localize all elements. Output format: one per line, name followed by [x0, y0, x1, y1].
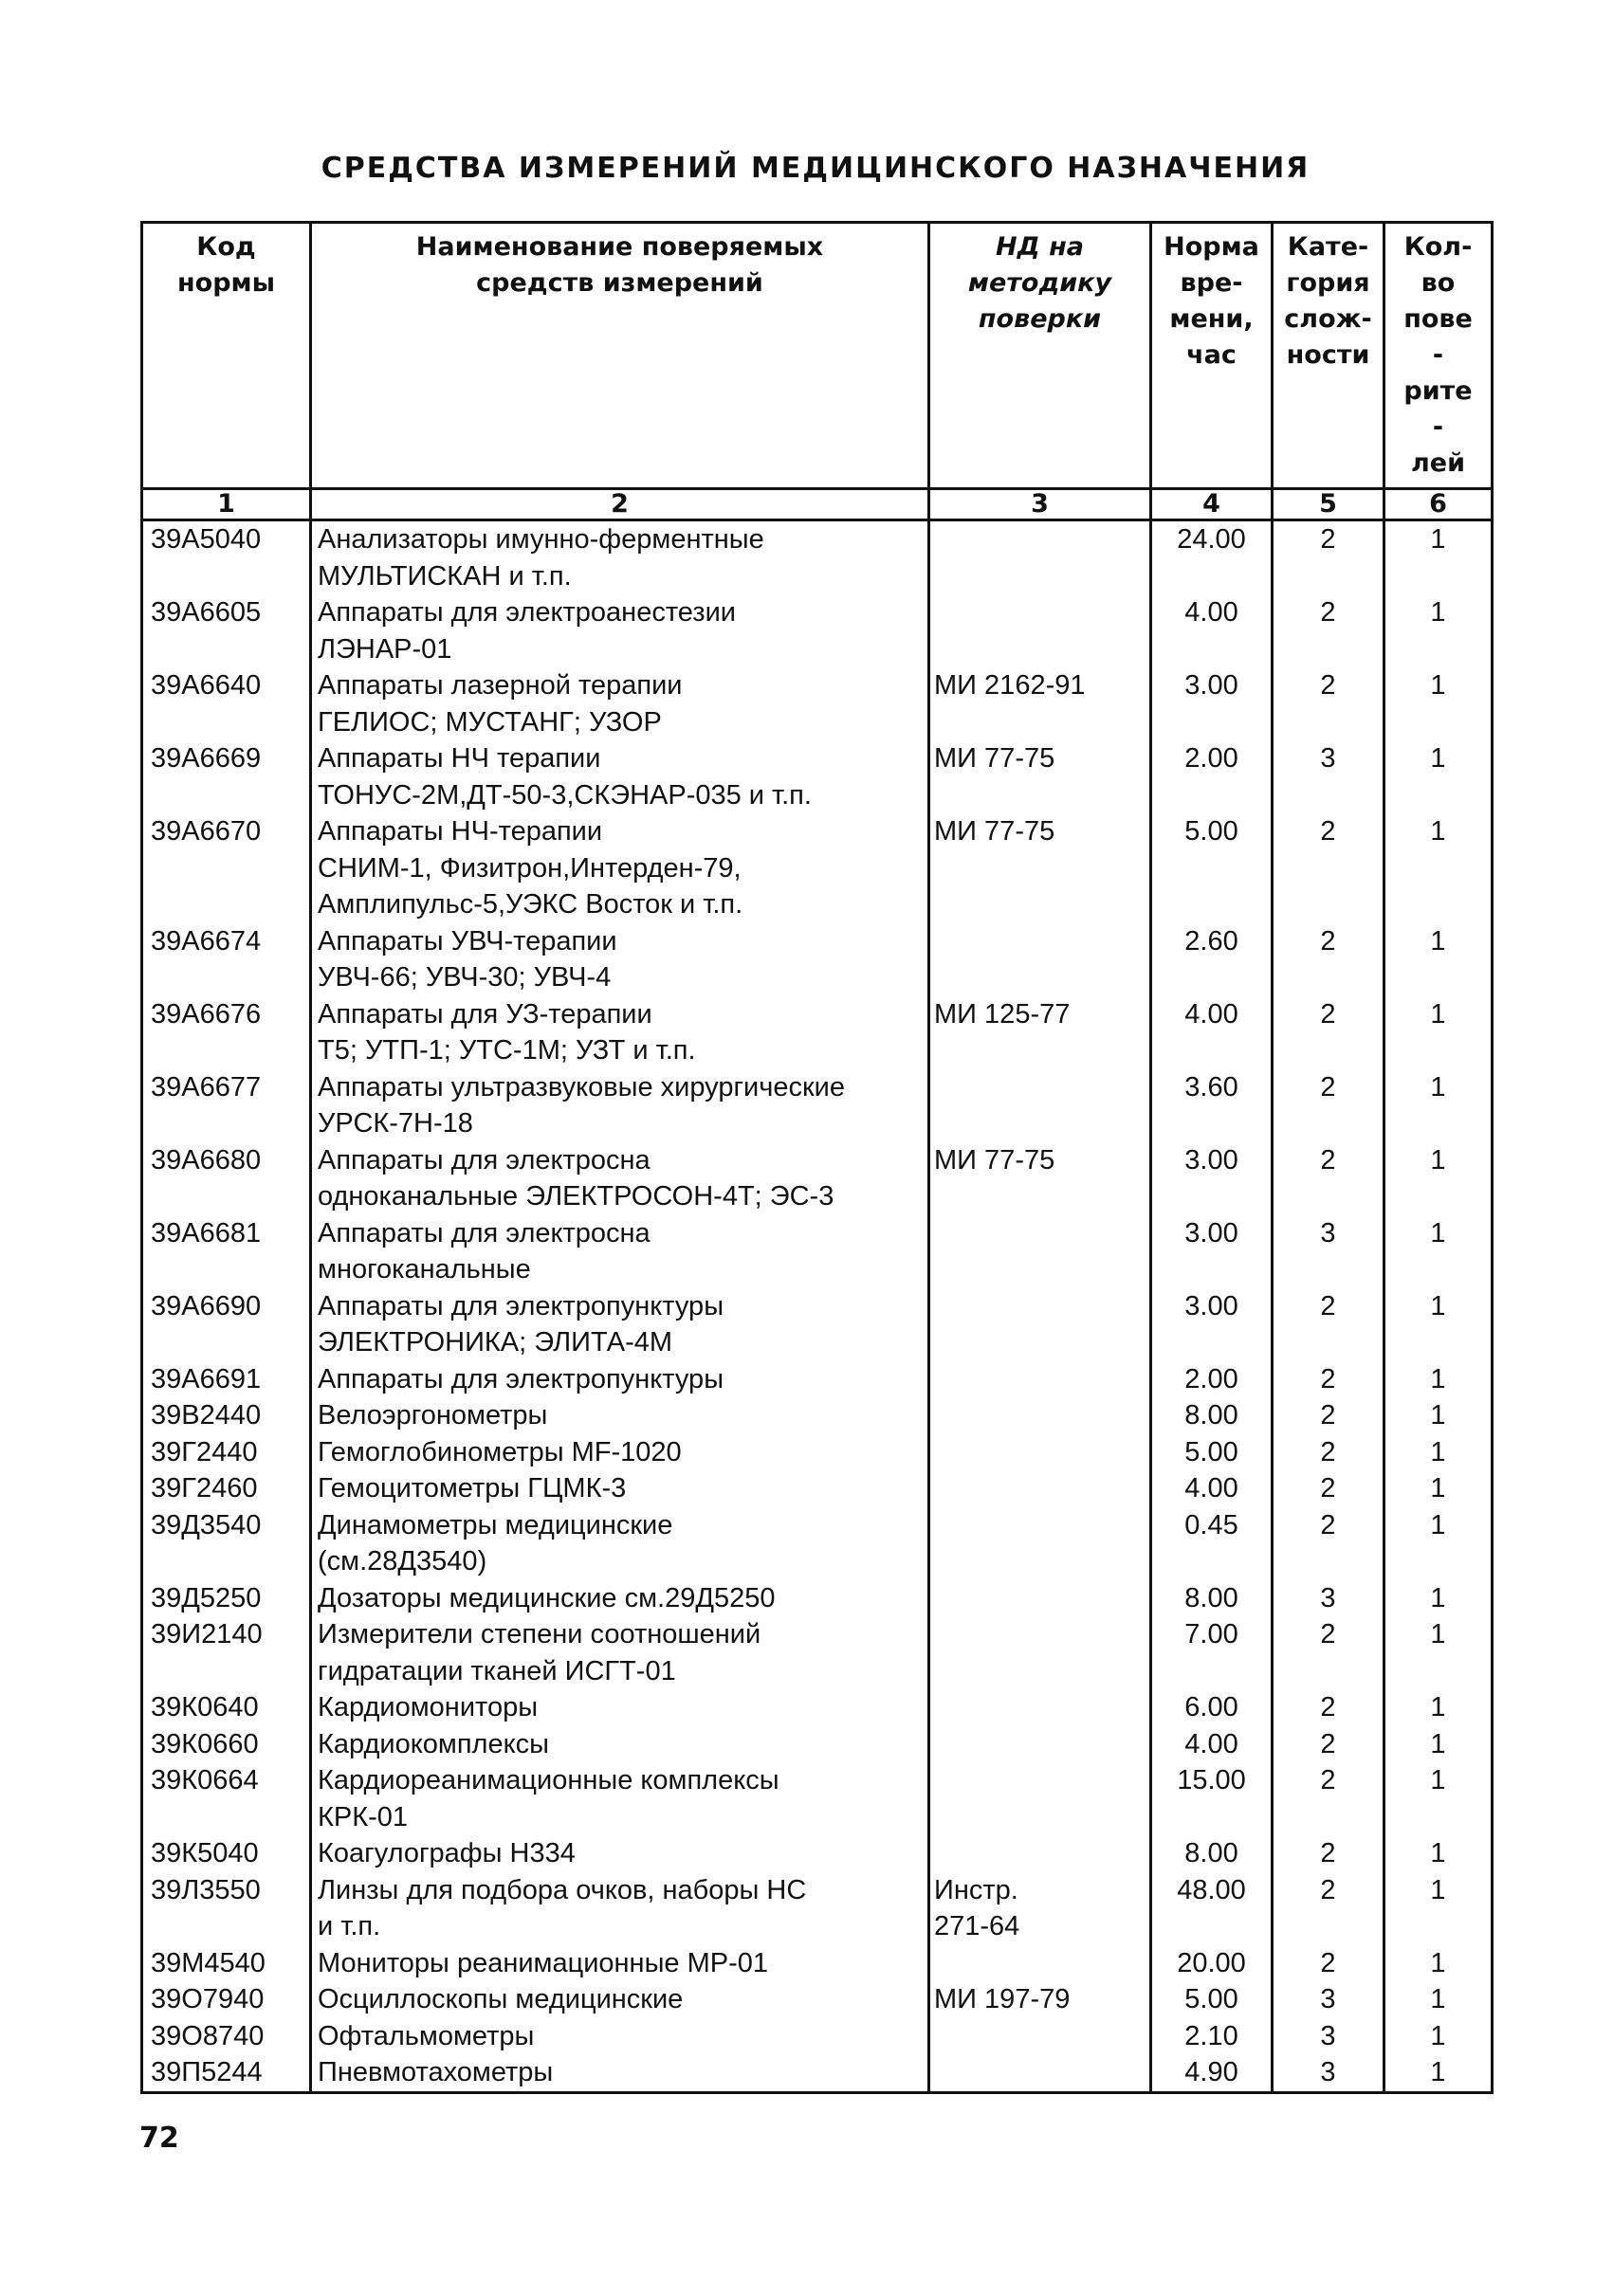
instrument-name-cell: Офтальмометры [311, 2018, 929, 2055]
method-doc-cell [929, 1361, 1151, 1398]
column-number-row [142, 489, 1493, 520]
table-row [142, 2054, 1493, 2092]
time-norm-cell: 15.00 [1151, 1762, 1273, 1835]
instrument-name-cell: Аппараты для электросна многоканальные [311, 1215, 929, 1288]
norm-code-cell: 39Г2440 [142, 1434, 311, 1471]
time-norm-cell: 4.90 [1151, 2054, 1273, 2092]
norm-code-cell: 39А6690 [142, 1288, 311, 1361]
table-row [142, 996, 1493, 1069]
header-row [142, 223, 1493, 489]
instrument-name-cell: Кардиореанимационные комплексы КРК-01 [311, 1762, 929, 1835]
time-norm-cell: 8.00 [1151, 1397, 1273, 1434]
complexity-cell: 2 [1273, 1726, 1384, 1763]
time-norm-cell: 0.45 [1151, 1507, 1273, 1580]
verifiers-cell: 1 [1384, 740, 1493, 813]
method-doc-cell [929, 1434, 1151, 1471]
verifiers-cell: 1 [1384, 594, 1493, 667]
verifiers-cell: 1 [1384, 1726, 1493, 1763]
table-row [142, 923, 1493, 996]
complexity-cell: 2 [1273, 813, 1384, 923]
instrument-name-cell: Аппараты УВЧ-терапии УВЧ-66; УВЧ-30; УВЧ-4 [311, 923, 929, 996]
instrument-name-cell: Велоэргонометры [311, 1397, 929, 1434]
table-row [142, 1981, 1493, 2018]
time-norm-cell: 4.00 [1151, 1470, 1273, 1507]
method-doc-cell [929, 1616, 1151, 1689]
table-row [142, 740, 1493, 813]
norms-table [140, 221, 1494, 2094]
verifiers-cell: 1 [1384, 1616, 1493, 1689]
method-doc-cell [929, 1945, 1151, 1982]
time-norm-cell: 5.00 [1151, 813, 1273, 923]
verifiers-cell: 1 [1384, 1215, 1493, 1288]
table-row [142, 1616, 1493, 1689]
complexity-cell: 3 [1273, 1215, 1384, 1288]
time-norm-cell: 2.10 [1151, 2018, 1273, 2055]
time-norm-cell: 20.00 [1151, 1945, 1273, 1982]
method-doc-cell: МИ 77-75 [929, 813, 1151, 923]
method-doc-cell [929, 2054, 1151, 2092]
table-row [142, 813, 1493, 923]
column-number: 5 [1273, 489, 1384, 520]
time-norm-cell: 48.00 [1151, 1872, 1273, 1945]
instrument-name-cell: Коагулографы Н334 [311, 1835, 929, 1872]
time-norm-cell: 3.00 [1151, 1288, 1273, 1361]
norm-code-cell: 39А6676 [142, 996, 311, 1069]
complexity-cell: 2 [1273, 1945, 1384, 1982]
column-number: 6 [1384, 489, 1493, 520]
table-row [142, 1434, 1493, 1471]
time-norm-cell: 6.00 [1151, 1689, 1273, 1726]
norm-code-cell: 39А6674 [142, 923, 311, 996]
norm-code-cell: 39А6681 [142, 1215, 311, 1288]
verifiers-cell: 1 [1384, 813, 1493, 923]
table-row [142, 1762, 1493, 1835]
complexity-cell: 2 [1273, 1361, 1384, 1398]
instrument-name-cell: Линзы для подбора очков, наборы НС и т.п. [311, 1872, 929, 1945]
time-norm-cell: 4.00 [1151, 996, 1273, 1069]
table-row [142, 1142, 1493, 1215]
norm-code-cell: 39К0664 [142, 1762, 311, 1835]
norm-code-cell: 39О8740 [142, 2018, 311, 2055]
norm-code-cell: 39А6680 [142, 1142, 311, 1215]
table-header [142, 223, 1493, 520]
norm-code-cell: 39О7940 [142, 1981, 311, 2018]
instrument-name-cell: Аппараты для электросна одноканальные ЭЛЕКТРОСОН-4Т; ЭС-3 [311, 1142, 929, 1215]
verifiers-cell: 1 [1384, 1470, 1493, 1507]
method-doc-cell [929, 520, 1151, 595]
complexity-cell: 2 [1273, 1689, 1384, 1726]
method-doc-cell [929, 594, 1151, 667]
time-norm-cell: 5.00 [1151, 1981, 1273, 2018]
table-row [142, 1580, 1493, 1617]
norm-code-cell: 39Л3550 [142, 1872, 311, 1945]
complexity-cell: 2 [1273, 1872, 1384, 1945]
table-row [142, 667, 1493, 740]
norm-code-cell: 39М4540 [142, 1945, 311, 1982]
method-doc-cell [929, 1762, 1151, 1835]
verifiers-cell: 1 [1384, 1945, 1493, 1982]
complexity-cell: 2 [1273, 1616, 1384, 1689]
header-complexity: Кате- гория слож- ности [1273, 223, 1384, 489]
verifiers-cell: 1 [1384, 2018, 1493, 2055]
verifiers-cell: 1 [1384, 1762, 1493, 1835]
complexity-cell: 2 [1273, 923, 1384, 996]
time-norm-cell: 4.00 [1151, 594, 1273, 667]
instrument-name-cell: Осциллоскопы медицинские [311, 1981, 929, 2018]
complexity-cell: 2 [1273, 996, 1384, 1069]
complexity-cell: 3 [1273, 1981, 1384, 2018]
page-title: СРЕДСТВА ИЗМЕРЕНИЙ МЕДИЦИНСКОГО НАЗНАЧЕНИЯ [321, 152, 1311, 185]
table-row [142, 1689, 1493, 1726]
instrument-name-cell: Аппараты НЧ терапии ТОНУС-2М,ДТ-50-3,СКЭНАР-035 и т.п. [311, 740, 929, 813]
method-doc-cell [929, 1470, 1151, 1507]
method-doc-cell [929, 2018, 1151, 2055]
table-row [142, 1288, 1493, 1361]
norm-code-cell: 39А6605 [142, 594, 311, 667]
norm-code-cell: 39К0640 [142, 1689, 311, 1726]
method-doc-cell [929, 1507, 1151, 1580]
complexity-cell: 3 [1273, 2054, 1384, 2092]
complexity-cell: 2 [1273, 667, 1384, 740]
header-time-norm: Норма вре- мени, час [1151, 223, 1273, 489]
method-doc-cell [929, 1397, 1151, 1434]
instrument-name-cell: Измерители степени соотношений гидратации тканей ИСГТ-01 [311, 1616, 929, 1689]
instrument-name-cell: Аппараты для УЗ-терапии Т5; УТП-1; УТС-1М; УЗТ и т.п. [311, 996, 929, 1069]
norm-code-cell: 39К5040 [142, 1835, 311, 1872]
complexity-cell: 2 [1273, 520, 1384, 595]
table-row [142, 1835, 1493, 1872]
verifiers-cell: 1 [1384, 923, 1493, 996]
complexity-cell: 2 [1273, 1397, 1384, 1434]
instrument-name-cell: Аппараты для электропунктуры [311, 1361, 929, 1398]
time-norm-cell: 2.00 [1151, 1361, 1273, 1398]
table-row [142, 1945, 1493, 1982]
method-doc-cell: МИ 77-75 [929, 740, 1151, 813]
time-norm-cell: 2.60 [1151, 923, 1273, 996]
norm-code-cell: 39А6669 [142, 740, 311, 813]
instrument-name-cell: Гемоглобинометры МF-1020 [311, 1434, 929, 1471]
table-row [142, 1397, 1493, 1434]
table-row [142, 1470, 1493, 1507]
verifiers-cell: 1 [1384, 1580, 1493, 1617]
time-norm-cell: 3.00 [1151, 1215, 1273, 1288]
time-norm-cell: 5.00 [1151, 1434, 1273, 1471]
instrument-name-cell: Дозаторы медицинские см.29Д5250 [311, 1580, 929, 1617]
norm-code-cell: 39И2140 [142, 1616, 311, 1689]
verifiers-cell: 1 [1384, 520, 1493, 595]
verifiers-cell: 1 [1384, 2054, 1493, 2092]
method-doc-cell: МИ 2162-91 [929, 667, 1151, 740]
method-doc-cell: МИ 77-75 [929, 1142, 1151, 1215]
verifiers-cell: 1 [1384, 1361, 1493, 1398]
complexity-cell: 2 [1273, 1142, 1384, 1215]
norm-code-cell: 39Д3540 [142, 1507, 311, 1580]
complexity-cell: 2 [1273, 1762, 1384, 1835]
instrument-name-cell: Анализаторы имунно-ферментные МУЛЬТИСКАН и т.п. [311, 520, 929, 595]
method-doc-cell [929, 1215, 1151, 1288]
complexity-cell: 3 [1273, 740, 1384, 813]
norm-code-cell: 39К0660 [142, 1726, 311, 1763]
method-doc-cell [929, 1689, 1151, 1726]
complexity-cell: 2 [1273, 594, 1384, 667]
verifiers-cell: 1 [1384, 1397, 1493, 1434]
time-norm-cell: 3.00 [1151, 1142, 1273, 1215]
method-doc-cell [929, 1288, 1151, 1361]
verifiers-cell: 1 [1384, 1069, 1493, 1142]
verifiers-cell: 1 [1384, 1872, 1493, 1945]
time-norm-cell: 8.00 [1151, 1835, 1273, 1872]
norm-code-cell: 39А6677 [142, 1069, 311, 1142]
method-doc-cell: МИ 125-77 [929, 996, 1151, 1069]
method-doc-cell: МИ 197-79 [929, 1981, 1151, 2018]
complexity-cell: 3 [1273, 1580, 1384, 1617]
page-number: 72 [139, 2122, 179, 2155]
verifiers-cell: 1 [1384, 1981, 1493, 2018]
header-name: Наименование поверяемых средств измерений [311, 223, 929, 489]
header-code: Код нормы [142, 223, 311, 489]
norm-code-cell: 39Д5250 [142, 1580, 311, 1617]
instrument-name-cell: Аппараты НЧ-терапии СНИМ-1, Физитрон,Интерден-79, Амплипульс-5,УЭКС Восток и т.п. [311, 813, 929, 923]
verifiers-cell: 1 [1384, 1835, 1493, 1872]
time-norm-cell: 24.00 [1151, 520, 1273, 595]
instrument-name-cell: Динамометры медицинские (см.28Д3540) [311, 1507, 929, 1580]
instrument-name-cell: Аппараты ультразвуковые хирургические УРСК-7Н-18 [311, 1069, 929, 1142]
instrument-name-cell: Гемоцитометры ГЦМК-3 [311, 1470, 929, 1507]
verifiers-cell: 1 [1384, 1288, 1493, 1361]
norm-code-cell: 39А6691 [142, 1361, 311, 1398]
method-doc-cell [929, 1835, 1151, 1872]
table-row [142, 1215, 1493, 1288]
instrument-name-cell: Аппараты для электропунктуры ЭЛЕКТРОНИКА; ЭЛИТА-4М [311, 1288, 929, 1361]
complexity-cell: 2 [1273, 1507, 1384, 1580]
instrument-name-cell: Мониторы реанимационные МР-01 [311, 1945, 929, 1982]
time-norm-cell: 4.00 [1151, 1726, 1273, 1763]
complexity-cell: 3 [1273, 2018, 1384, 2055]
column-number: 1 [142, 489, 311, 520]
norm-code-cell: 39А6640 [142, 667, 311, 740]
table-row [142, 1069, 1493, 1142]
column-number: 2 [311, 489, 929, 520]
column-number: 3 [929, 489, 1151, 520]
instrument-name-cell: Кардиомониторы [311, 1689, 929, 1726]
column-number: 4 [1151, 489, 1273, 520]
header-verifiers: Кол- во пове - рите - лей [1384, 223, 1493, 489]
instrument-name-cell: Аппараты для электроанестезии ЛЭНАР-01 [311, 594, 929, 667]
complexity-cell: 2 [1273, 1288, 1384, 1361]
table-body [142, 520, 1493, 2093]
norm-code-cell: 39Г2460 [142, 1470, 311, 1507]
complexity-cell: 2 [1273, 1434, 1384, 1471]
norm-code-cell: 39В2440 [142, 1397, 311, 1434]
time-norm-cell: 8.00 [1151, 1580, 1273, 1617]
verifiers-cell: 1 [1384, 1434, 1493, 1471]
complexity-cell: 2 [1273, 1835, 1384, 1872]
method-doc-cell: Инстр. 271-64 [929, 1872, 1151, 1945]
verifiers-cell: 1 [1384, 1507, 1493, 1580]
complexity-cell: 2 [1273, 1470, 1384, 1507]
method-doc-cell [929, 1726, 1151, 1763]
time-norm-cell: 7.00 [1151, 1616, 1273, 1689]
verifiers-cell: 1 [1384, 1142, 1493, 1215]
verifiers-cell: 1 [1384, 996, 1493, 1069]
complexity-cell: 2 [1273, 1069, 1384, 1142]
table-row [142, 1726, 1493, 1763]
time-norm-cell: 3.00 [1151, 667, 1273, 740]
table-row [142, 2018, 1493, 2055]
method-doc-cell [929, 1580, 1151, 1617]
norm-code-cell: 39А6670 [142, 813, 311, 923]
norm-code-cell: 39П5244 [142, 2054, 311, 2092]
table-row [142, 1507, 1493, 1580]
table-row [142, 594, 1493, 667]
time-norm-cell: 3.60 [1151, 1069, 1273, 1142]
verifiers-cell: 1 [1384, 1689, 1493, 1726]
table-row [142, 520, 1493, 595]
norm-code-cell: 39А5040 [142, 520, 311, 595]
header-method-doc: НД на методику поверки [929, 223, 1151, 489]
verifiers-cell: 1 [1384, 667, 1493, 740]
table-row [142, 1361, 1493, 1398]
instrument-name-cell: Аппараты лазерной терапии ГЕЛИОС; МУСТАНГ; УЗОР [311, 667, 929, 740]
table-row [142, 1872, 1493, 1945]
instrument-name-cell: Кардиокомплексы [311, 1726, 929, 1763]
time-norm-cell: 2.00 [1151, 740, 1273, 813]
method-doc-cell [929, 923, 1151, 996]
instrument-name-cell: Пневмотахометры [311, 2054, 929, 2092]
method-doc-cell [929, 1069, 1151, 1142]
